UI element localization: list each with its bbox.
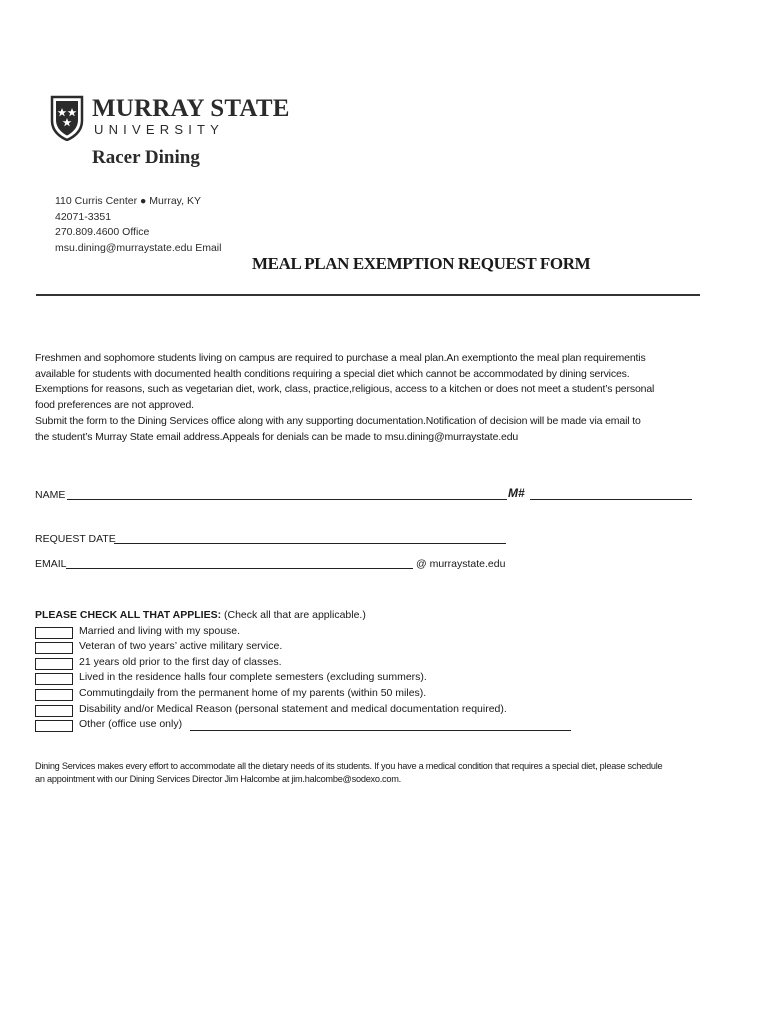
checklist-option-veteran xyxy=(35,640,735,654)
intro-line: Exemptions for reasons, such as vegetarian diet, work, class, practice,religious, access to a kitchen or does not meet a student’s personal xyxy=(35,383,655,396)
option-label: 21 years old prior to the first day of classes. xyxy=(79,656,282,668)
university-subtitle: UNIVERSITY xyxy=(94,122,225,137)
checkbox[interactable] xyxy=(35,720,73,732)
intro-line: the student’s Murray State email address.Appeals for denials can be made to msu.dining@murraystate.edu xyxy=(35,430,519,443)
option-label: Commutingdaily from the permanent home of my parents (within 50 miles). xyxy=(79,687,427,699)
email-domain: @ murraystate.edu xyxy=(416,558,506,570)
intro-line: Freshmen and sophomore students living on campus are required to purchase a meal plan.An exemptionto the meal plan requirementis xyxy=(35,352,646,364)
university-logo xyxy=(50,95,300,145)
intro-paragraph xyxy=(35,351,705,445)
name-field[interactable] xyxy=(67,499,507,500)
checklist-option-age xyxy=(35,656,735,670)
email-line: msu.dining@murraystate.edu Email xyxy=(55,241,222,254)
option-label: Married and living with my spouse. xyxy=(79,625,241,637)
intro-line: food preferences are not approved. xyxy=(35,399,194,412)
checkbox[interactable] xyxy=(35,689,73,701)
email-label: EMAIL xyxy=(35,558,67,570)
checklist-option-disability xyxy=(35,703,735,717)
address-line: 110 Curris Center ● Murray, KY xyxy=(55,195,201,207)
university-name: MURRAY STATE xyxy=(92,95,290,122)
checklist-option-residence xyxy=(35,671,735,685)
intro-line: available for students with documented health conditions requiring a special diet which cannot be accommodated by dining services. xyxy=(35,367,630,380)
checklist-heading-note: (Check all that are applicable.) xyxy=(221,609,366,621)
name-label: NAME xyxy=(35,489,66,501)
form-title: MEAL PLAN EXEMPTION REQUEST FORM xyxy=(252,254,591,273)
checklist-option-married xyxy=(35,625,735,639)
footer-line: an appointment with our Dining Services Director Jim Halcombe at jim.halcombe@sodexo.com. xyxy=(35,774,401,784)
checkbox[interactable] xyxy=(35,705,73,717)
checkbox[interactable] xyxy=(35,627,73,639)
phone-line: 270.809.4600 Office xyxy=(55,226,150,238)
department-name: Racer Dining xyxy=(92,147,200,168)
option-label: Other (office use only) xyxy=(79,718,183,730)
shield-icon xyxy=(50,95,84,141)
checklist-heading xyxy=(35,609,366,621)
mnumber-field[interactable] xyxy=(530,499,692,500)
option-label: Disability and/or Medical Reason (personal statement and medical documentation required). xyxy=(79,703,507,715)
footer-line: Dining Services makes every effort to accommodate all the dietary needs of its students. If you have a medical condition that requires a special diet, please schedule xyxy=(35,761,663,771)
mnumber-label: M# xyxy=(508,486,525,500)
checkbox[interactable] xyxy=(35,673,73,685)
checklist-option-commuting xyxy=(35,687,735,701)
footer-note xyxy=(35,760,745,786)
email-field[interactable] xyxy=(66,568,413,569)
option-label: Veteran of two years’ active military service. xyxy=(79,640,283,652)
other-field[interactable] xyxy=(190,730,571,731)
checkbox[interactable] xyxy=(35,642,73,654)
intro-line: Submit the form to the Dining Services office along with any supporting documentation.Notification of decision will be made via email to xyxy=(35,414,641,427)
request-date-field[interactable] xyxy=(114,543,506,544)
title-divider xyxy=(36,294,700,296)
checklist-heading-bold: PLEASE CHECK ALL THAT APPLIES: xyxy=(35,609,222,621)
address-line: 42071-3351 xyxy=(55,210,112,223)
option-label: Lived in the residence halls four complete semesters (excluding summers). xyxy=(79,671,427,683)
request-date-label: REQUEST DATE xyxy=(35,533,116,545)
checkbox[interactable] xyxy=(35,658,73,670)
contact-address xyxy=(55,194,221,256)
